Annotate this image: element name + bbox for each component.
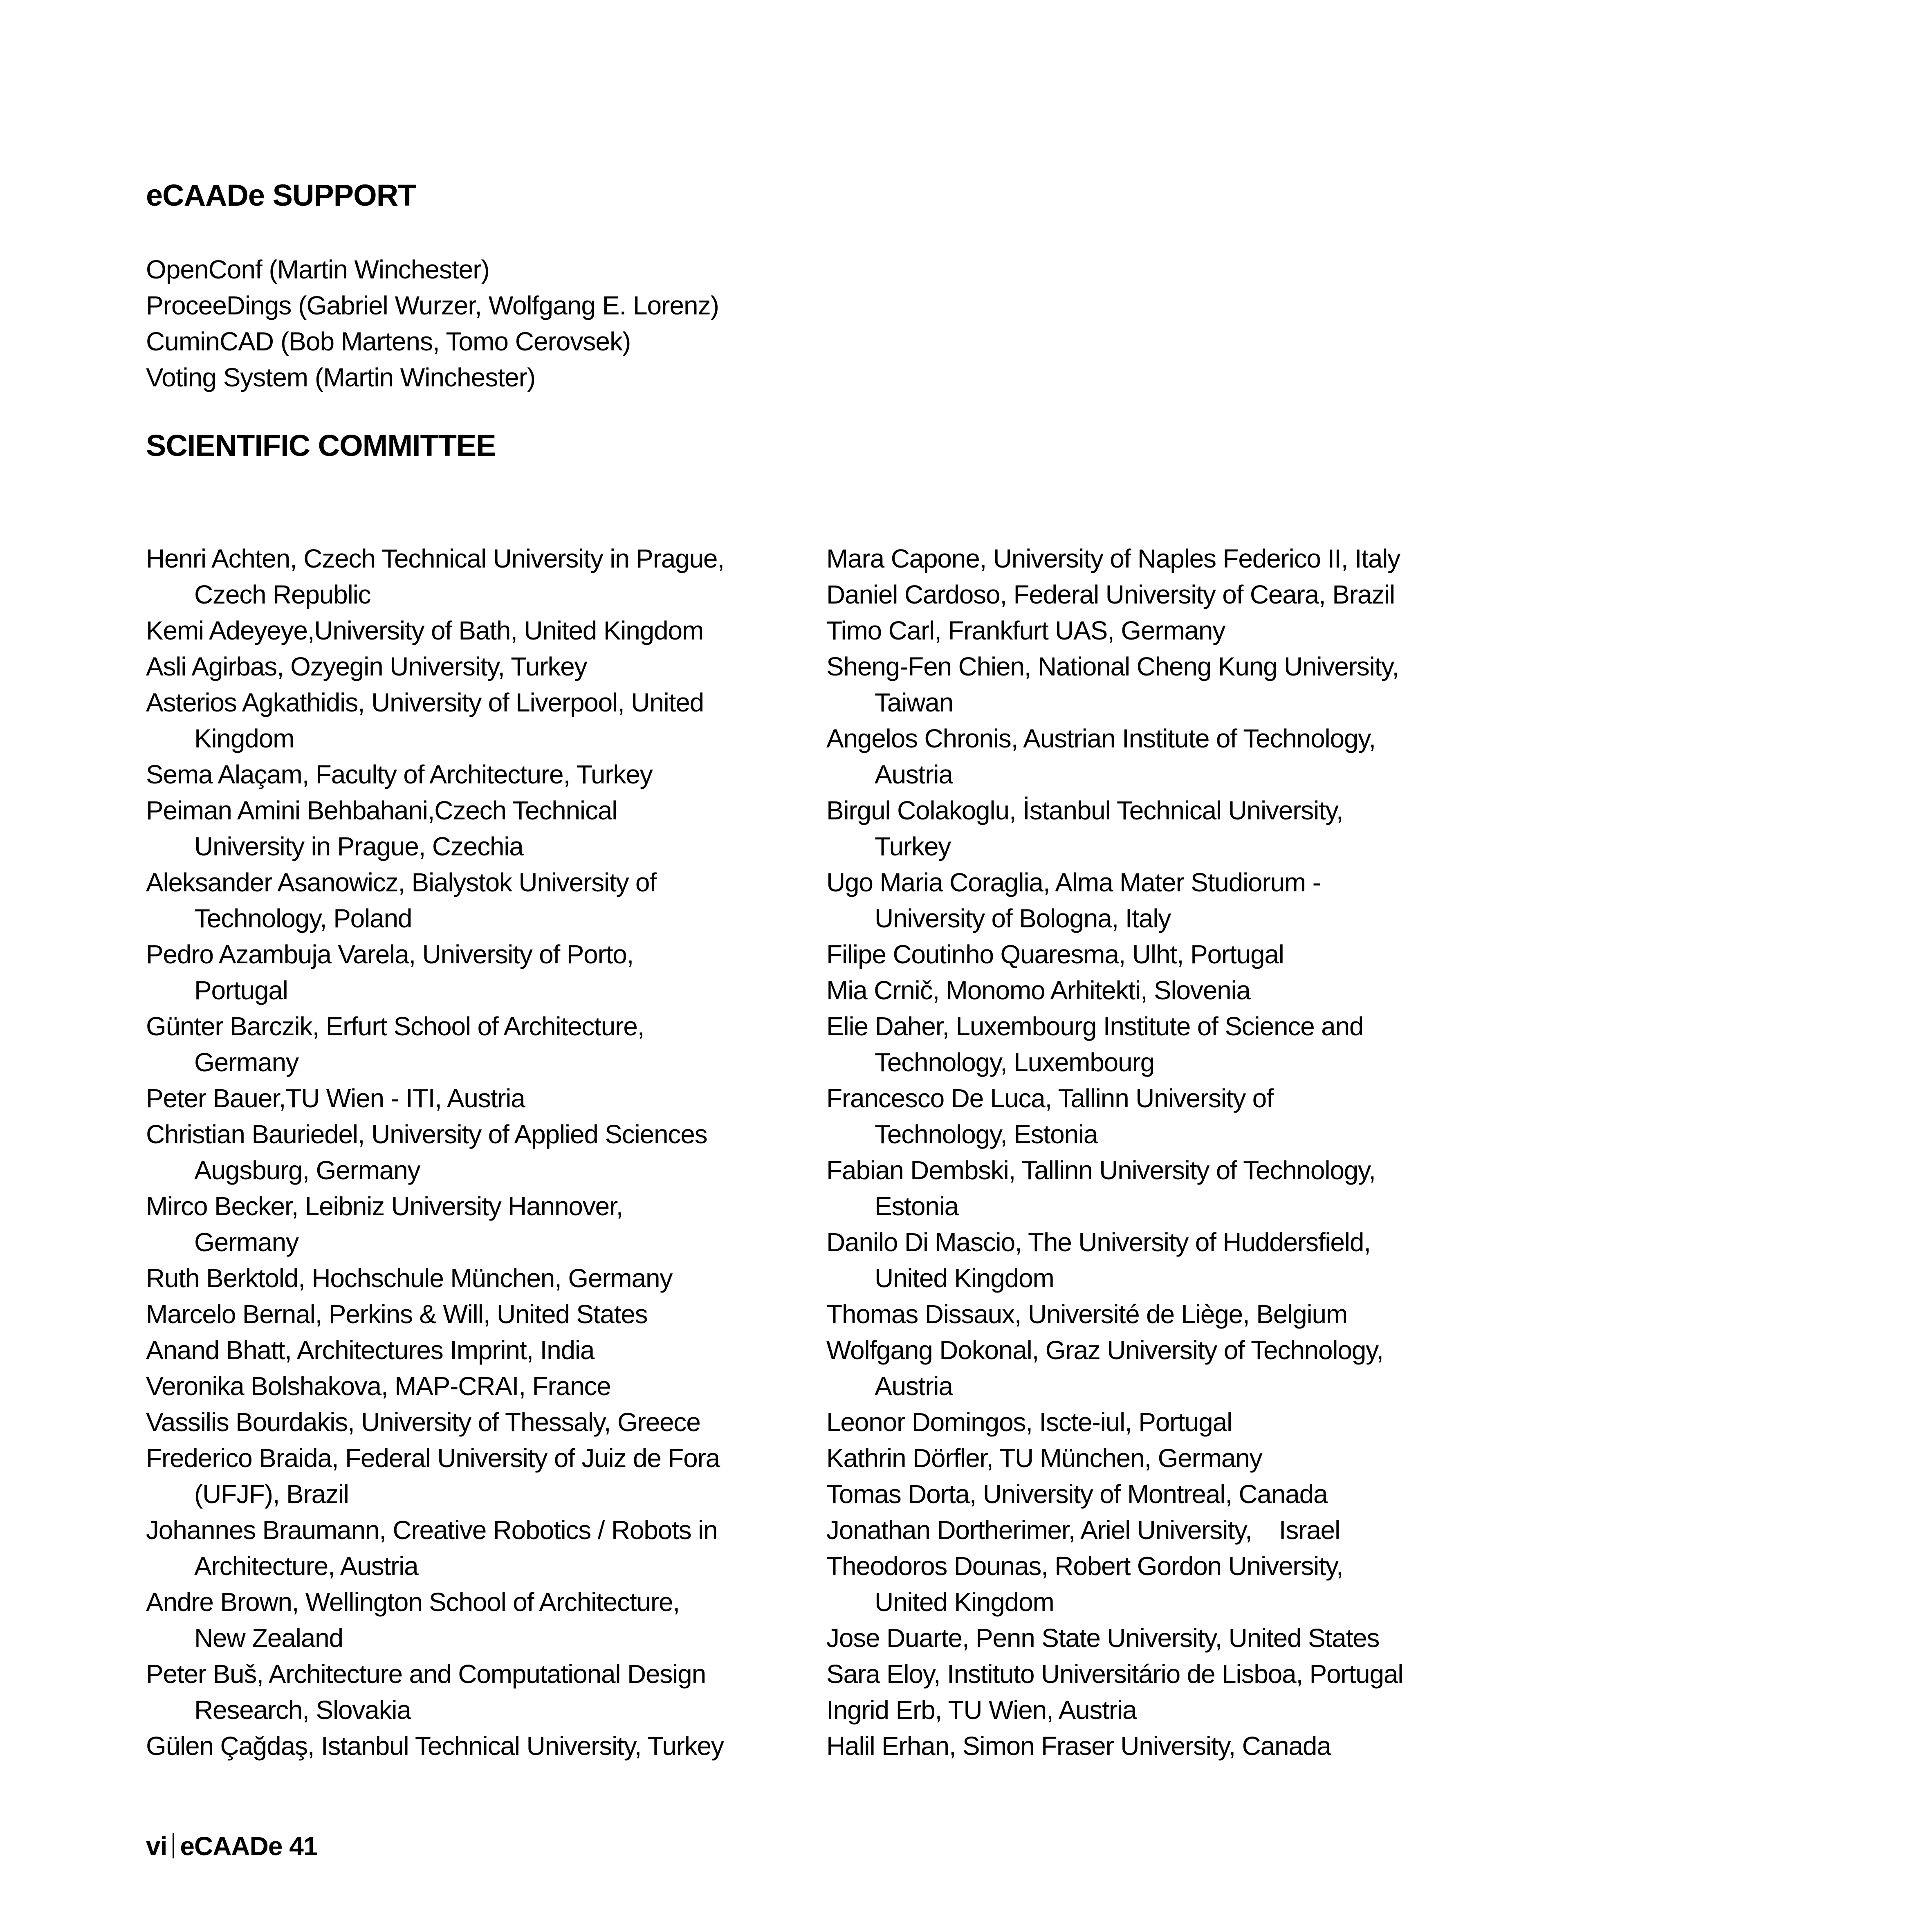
member-line: Asterios Agkathidis, University of Liverpool, United [146, 688, 704, 717]
committee-member [826, 1224, 1403, 1296]
member-line: Mia Crnič, Monomo Arhitekti, Slovenia [826, 976, 1250, 1005]
support-item: ProceeDings (Gabriel Wurzer, Wolfgang E. Lorenz) [146, 291, 719, 320]
member-line: Kathrin Dörfler, TU München, Germany [826, 1443, 1262, 1473]
member-line-continued: Research, Slovakia [194, 1695, 411, 1725]
member-line: Peter Bauer,TU Wien - ITI, Austria [146, 1084, 525, 1113]
committee-member [826, 792, 1403, 864]
committee-member [826, 1008, 1403, 1080]
committee-member [826, 1692, 1403, 1728]
member-line: Sema Alaçam, Faculty of Architecture, Turkey [146, 760, 653, 789]
member-line: Mara Capone, University of Naples Federico II, Italy [826, 544, 1400, 573]
committee-member [826, 541, 1403, 577]
member-line: Birgul Colakoglu, İstanbul Technical University, [826, 796, 1343, 825]
footer-divider [173, 1833, 174, 1858]
committee-member [146, 648, 724, 684]
member-line: Andre Brown, Wellington School of Architecture, [146, 1587, 680, 1617]
committee-member [146, 684, 724, 756]
member-line: Wolfgang Dokonal, Graz University of Technology, [826, 1335, 1383, 1365]
committee-member [146, 1584, 724, 1656]
committee-member [826, 972, 1403, 1008]
member-line-continued: Taiwan [875, 688, 954, 717]
member-line: Christian Bauriedel, University of Applied Sciences [146, 1120, 707, 1149]
member-line: Thomas Dissaux, Université de Liège, Belgium [826, 1299, 1348, 1329]
support-item: CuminCAD (Bob Martens, Tomo Cerovsek) [146, 327, 631, 356]
committee-member [826, 613, 1403, 648]
member-line: Johannes Braumann, Creative Robotics / Robots in [146, 1515, 718, 1545]
member-line: Veronika Bolshakova, MAP-CRAI, France [146, 1371, 611, 1401]
member-line: Kemi Adeyeye,University of Bath, United Kingdom [146, 616, 703, 645]
member-line: Ugo Maria Coraglia, Alma Mater Studiorum - [826, 868, 1321, 897]
committee-member [146, 1512, 724, 1584]
member-line-continued: Kingdom [194, 724, 294, 753]
committee-member [826, 1404, 1403, 1440]
member-line: Peiman Amini Behbahani,Czech Technical [146, 796, 617, 825]
support-list [146, 251, 719, 395]
member-line: Jose Duarte, Penn State University, United States [826, 1623, 1380, 1653]
committee-member [146, 1296, 724, 1332]
support-item: OpenConf (Martin Winchester) [146, 255, 489, 284]
committee-member [826, 1728, 1403, 1764]
committee-column-right [826, 541, 1403, 1764]
committee-member [826, 1512, 1403, 1548]
committee-member [146, 756, 724, 792]
member-line-continued: (UFJF), Brazil [194, 1479, 349, 1509]
member-line-continued: United Kingdom [875, 1587, 1054, 1617]
member-line: Leonor Domingos, Iscte-iul, Portugal [826, 1407, 1232, 1437]
member-line-continued: Estonia [875, 1192, 959, 1221]
member-line: Ingrid Erb, TU Wien, Austria [826, 1695, 1137, 1725]
member-line: Jonathan Dortherimer, Ariel University, Israel [826, 1515, 1340, 1545]
committee-member [826, 1296, 1403, 1332]
member-line: Aleksander Asanowicz, Bialystok University of [146, 868, 656, 897]
member-line: Frederico Braida, Federal University of Juiz de Fora [146, 1443, 720, 1473]
committee-member [826, 1440, 1403, 1476]
member-line-continued: United Kingdom [875, 1263, 1054, 1293]
committee-member [826, 1152, 1403, 1224]
committee-member [146, 1440, 724, 1512]
member-line: Asli Agirbas, Ozyegin University, Turkey [146, 652, 587, 681]
committee-member [146, 1008, 724, 1080]
page-number: vi [146, 1831, 167, 1861]
committee-member [826, 1656, 1403, 1692]
member-line-continued: Architecture, Austria [194, 1551, 418, 1581]
member-line: Elie Daher, Luxembourg Institute of Science and [826, 1012, 1364, 1041]
member-line: Danilo Di Mascio, The University of Huddersfield, [826, 1227, 1371, 1257]
committee-member [146, 864, 724, 936]
committee-member [146, 1656, 724, 1728]
member-line: Marcelo Bernal, Perkins & Will, United States [146, 1299, 648, 1329]
committee-member [146, 541, 724, 613]
committee-heading: SCIENTIFIC COMMITTEE [146, 429, 496, 462]
member-line: Filipe Coutinho Quaresma, Ulht, Portugal [826, 940, 1284, 969]
committee-member [826, 1620, 1403, 1656]
member-line-continued: University in Prague, Czechia [194, 832, 523, 861]
member-line-continued: Turkey [875, 832, 951, 861]
committee-column-left [146, 541, 724, 1764]
member-line-continued: New Zealand [194, 1623, 343, 1653]
member-line: Sheng-Fen Chien, National Cheng Kung University, [826, 652, 1399, 681]
member-line: Timo Carl, Frankfurt UAS, Germany [826, 616, 1225, 645]
member-line: Theodoros Dounas, Robert Gordon University, [826, 1551, 1343, 1581]
committee-member [146, 1332, 724, 1368]
publication-name: eCAADe 41 [180, 1831, 318, 1861]
member-line: Angelos Chronis, Austrian Institute of Technology, [826, 724, 1376, 753]
member-line-continued: Technology, Luxembourg [875, 1048, 1154, 1077]
committee-member [146, 1116, 724, 1188]
committee-member [146, 1260, 724, 1296]
member-line-continued: Germany [194, 1048, 298, 1077]
member-line: Günter Barczik, Erfurt School of Architecture, [146, 1012, 644, 1041]
member-line: Henri Achten, Czech Technical University in Prague, [146, 544, 724, 573]
member-line-continued: Austria [875, 760, 953, 789]
member-line: Halil Erhan, Simon Fraser University, Canada [826, 1731, 1331, 1761]
committee-member [146, 1368, 724, 1404]
member-line-continued: Technology, Estonia [875, 1120, 1098, 1149]
member-line-continued: University of Bologna, Italy [875, 904, 1171, 933]
committee-member [146, 1728, 724, 1764]
member-line: Francesco De Luca, Tallinn University of [826, 1084, 1273, 1113]
committee-member [826, 1548, 1403, 1620]
committee-member [146, 613, 724, 648]
page-footer [146, 1831, 317, 1861]
member-line-continued: Czech Republic [194, 580, 371, 609]
committee-member [826, 720, 1403, 792]
committee-member [146, 1080, 724, 1116]
committee-member [826, 577, 1403, 613]
committee-member [826, 648, 1403, 720]
committee-member [826, 936, 1403, 972]
member-line-continued: Augsburg, Germany [194, 1156, 420, 1185]
member-line: Sara Eloy, Instituto Universitário de Lisboa, Portugal [826, 1659, 1403, 1689]
member-line-continued: Austria [875, 1371, 953, 1401]
support-item: Voting System (Martin Winchester) [146, 363, 536, 392]
committee-member [146, 936, 724, 1008]
member-line: Pedro Azambuja Varela, University of Porto, [146, 940, 634, 969]
committee-member [146, 1404, 724, 1440]
committee-member [826, 1080, 1403, 1152]
member-line-continued: Portugal [194, 976, 288, 1005]
committee-member [146, 792, 724, 864]
committee-member [826, 1332, 1403, 1404]
member-line: Fabian Dembski, Tallinn University of Technology, [826, 1156, 1376, 1185]
committee-member [146, 1188, 724, 1260]
member-line: Gülen Çağdaş, Istanbul Technical University, Turkey [146, 1731, 724, 1761]
committee-member [826, 864, 1403, 936]
member-line: Anand Bhatt, Architectures Imprint, India [146, 1335, 595, 1365]
member-line: Tomas Dorta, University of Montreal, Canada [826, 1479, 1328, 1509]
member-line: Mirco Becker, Leibniz University Hannover, [146, 1192, 623, 1221]
member-line: Ruth Berktold, Hochschule München, Germany [146, 1263, 673, 1293]
support-heading: eCAADe SUPPORT [146, 178, 416, 212]
member-line-continued: Germany [194, 1227, 298, 1257]
member-line-continued: Technology, Poland [194, 904, 412, 933]
member-line: Peter Buš, Architecture and Computational Design [146, 1659, 706, 1689]
member-line: Daniel Cardoso, Federal University of Ceara, Brazil [826, 580, 1395, 609]
committee-member [826, 1476, 1403, 1512]
member-line: Vassilis Bourdakis, University of Thessaly, Greece [146, 1407, 700, 1437]
